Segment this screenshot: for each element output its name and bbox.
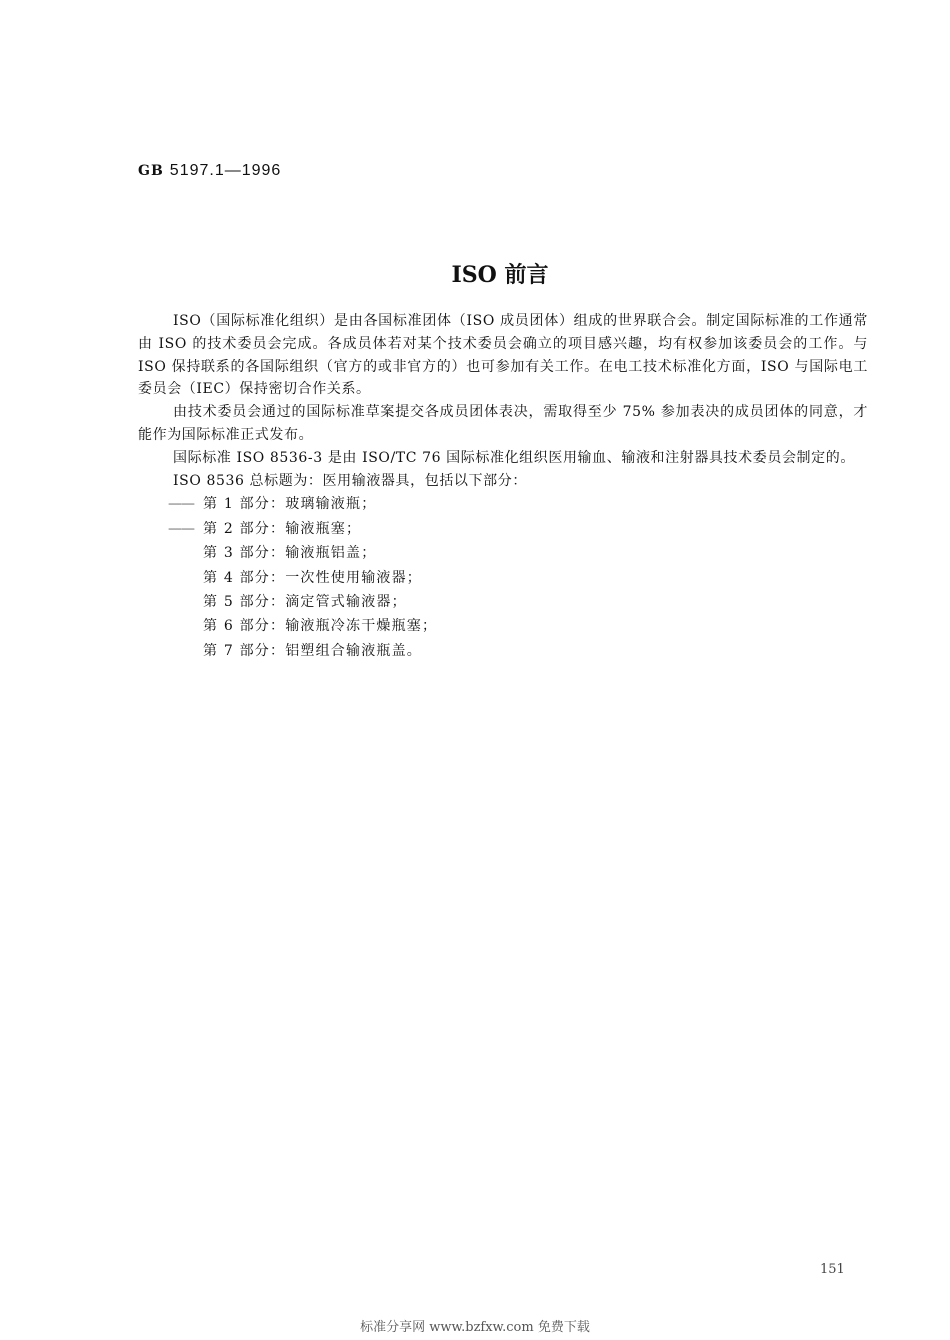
list-item-text: 第 3 部分：输液瓶铝盖； xyxy=(203,545,377,562)
page-number: 151 xyxy=(820,1262,845,1277)
list-item xyxy=(138,566,868,590)
list-item-text: 第 2 部分：输液瓶塞； xyxy=(203,520,362,537)
document-body xyxy=(138,310,868,663)
list-dash: —— xyxy=(168,520,194,537)
list-item-text: 第 7 部分：铝塑组合输液瓶盖。 xyxy=(203,642,423,659)
list-item xyxy=(138,639,868,663)
standard-code-header xyxy=(138,162,281,180)
list-item-text: 第 4 部分：一次性使用输液器； xyxy=(203,569,423,586)
list-item xyxy=(138,517,868,541)
page-title: ISO 前言 xyxy=(451,262,549,288)
list-item xyxy=(138,590,868,614)
list-item xyxy=(138,541,868,565)
paragraph: ISO（国际标准化组织）是由各国标准团体（ISO 成员团体）组成的世界联合会。制定国际标准的工作通常由 ISO 的技术委员会完成。各成员体若对某个技术委员会确立的项目感兴趣，均有权参加该委员会的工作。与 ISO 保持联系的各国际组织（官方的或非官方的）也可参加有关工作。在电工技术标准化方面，ISO 与国际电工委员会（IEC）保持密切合作关系。 xyxy=(138,313,868,398)
list-item-text: 第 1 部分：玻璃输液瓶； xyxy=(203,496,377,513)
list-item-text: 第 5 部分：滴定管式输液器； xyxy=(203,594,407,610)
paragraph: 国际标准 ISO 8536-3 是由 ISO/TC 76 国际标准化组织医用输血、输液和注射器具技术委员会制定的。 xyxy=(173,449,855,466)
header-code: 5197.1—1996 xyxy=(169,162,282,179)
paragraph: 由技术委员会通过的国际标准草案提交各成员团体表决，需取得至少 75% 参加表决的成员团体的同意，才能作为国际标准正式发布。 xyxy=(138,404,868,443)
footer-watermark: 标准分享网 www.bzfxw.com 免费下载 xyxy=(360,1320,590,1335)
list-item-text: 第 6 部分：输液瓶冷冻干燥瓶塞； xyxy=(203,618,438,635)
list-dash: —— xyxy=(168,496,194,513)
list-item xyxy=(138,492,868,516)
header-prefix: GB xyxy=(138,163,164,179)
list-item xyxy=(138,614,868,638)
paragraph: ISO 8536 总标题为：医用输液器具，包括以下部分： xyxy=(173,472,527,489)
